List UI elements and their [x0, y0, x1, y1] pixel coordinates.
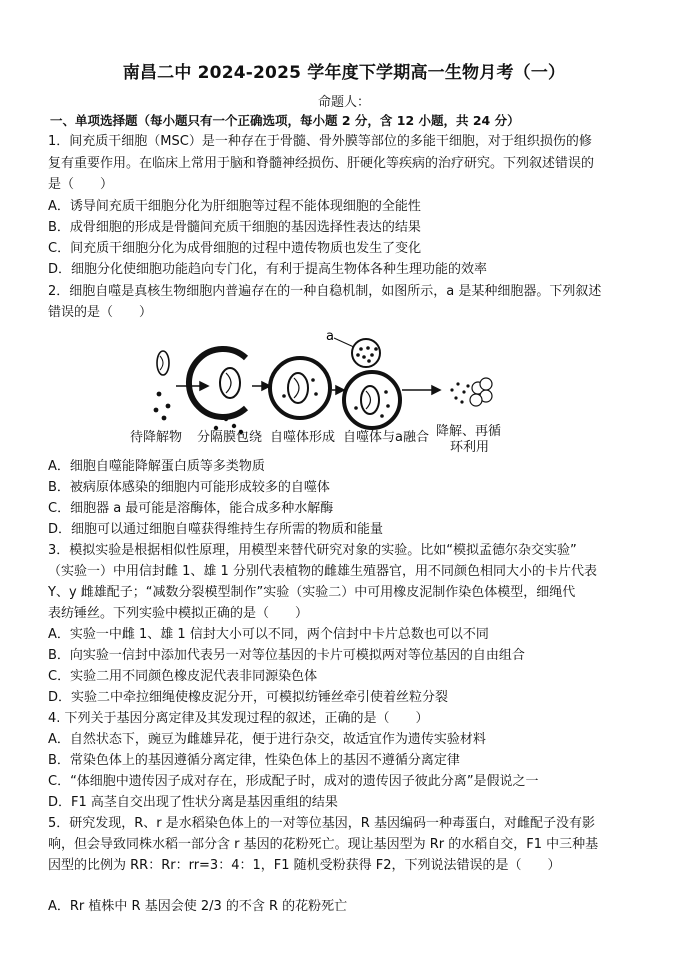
- autophagosome-icon: [270, 358, 330, 418]
- question-2-option-a: A．细胞自噬能降解蛋白质等多类物质: [48, 459, 265, 474]
- target-material-icon: [154, 351, 171, 420]
- question-3-option-d: D．实验二中牵拉细绳使橡皮泥分开，可模拟纺锤丝牵引使着丝粒分裂: [48, 690, 449, 705]
- question-3-line-4: 表纺锤丝。下列实验中模拟正确的是（ ）: [48, 606, 309, 621]
- question-2-line-2: 错误的是（ ）: [48, 305, 153, 320]
- question-3-line-3: Y、y 雌雄配子；“减数分裂模型制作”实验（实验二）中可用橡皮泥制作染色体模型，细绳代: [48, 585, 576, 600]
- section-heading: 一、单项选择题（每小题只有一个正确选项，每小题 2 分，含 12 小题，共 24 分）: [50, 113, 520, 128]
- question-5-line-1: 5．研究发现，R、r 是水稻染色体上的一对等位基因，R 基因编码一种毒蛋白，对雌配子没有影: [48, 816, 595, 831]
- degradation-products-icon: [450, 378, 492, 406]
- question-1-line-1: 1．间充质干细胞（MSC）是一种存在于骨髓、骨外膜等部位的多能干细胞，对于组织损伤的修: [48, 134, 592, 149]
- caption-target-material: 待降解物: [130, 430, 183, 445]
- question-3-option-b: B．向实验一信封中添加代表另一对等位基因的卡片可模拟两对等位基因的自由组合: [48, 648, 525, 663]
- question-5-line-3: 因型的比例为 RR：Rr：rr=3：4：1，F1 随机受粉获得 F2，下列说法错误的是（ ）: [48, 858, 561, 873]
- question-2-line-1: 2．细胞自噬是真核生物细胞内普遍存在的一种自稳机制，如图所示，a 是某种细胞器。下列叙述: [48, 284, 602, 299]
- caption-isolation-membrane: 分隔膜包绕: [197, 430, 263, 445]
- question-1-option-b: B．成骨细胞的形成是骨髓间充质干细胞的基因选择性表达的结果: [48, 220, 421, 235]
- fused-autolysosome-icon: [344, 372, 400, 428]
- isolation-membrane-icon: [189, 349, 246, 434]
- question-2-option-c: C．细胞器 a 最可能是溶酶体，能合成多种水解酶: [48, 501, 334, 516]
- question-5-option-a: A．Rr 植株中 R 基因会使 2/3 的不含 R 的花粉死亡: [48, 899, 348, 914]
- caption-degradation-1: 降解、再循: [436, 424, 502, 439]
- question-1-option-c: C．间充质干细胞分化为成骨细胞的过程中遗传物质也发生了变化: [48, 241, 422, 256]
- exam-title: 南昌二中 2024-2025 学年度下学期高一生物月考（一）: [122, 63, 566, 83]
- question-3-option-a: A．实验一中雌 1、雄 1 信封大小可以不同，两个信封中卡片总数也可以不同: [48, 627, 489, 642]
- question-3-line-1: 3．模拟实验是根据相似性原理，用模型来替代研究对象的实验。比如“模拟孟德尔杂交实验”: [48, 543, 577, 558]
- question-1-option-a: A．诱导间充质干细胞分化为肝细胞等过程不能体现细胞的全能性: [48, 199, 421, 214]
- question-3-option-c: C．实验二用不同颜色橡皮泥代表非同源染色体: [48, 669, 318, 684]
- question-1-line-3: 是（ ）: [48, 177, 114, 192]
- author-label: 命题人：: [317, 95, 370, 110]
- caption-degradation-2: 环利用: [450, 440, 490, 455]
- caption-autophagosome: 自噬体形成: [270, 430, 336, 445]
- question-4-option-a: A．自然状态下，豌豆为雌雄异花，便于进行杂交，故适宜作为遗传实验材料: [48, 732, 486, 747]
- question-1-line-2: 复有重要作用。在临床上常用于脑和脊髓神经损伤、肝硬化等疾病的治疗研究。下列叙述错误的: [48, 156, 595, 171]
- question-5-line-2: 响，但会导致同株水稻一部分含 r 基因的花粉死亡。现让基因型为 Rr 的水稻自交，F1 中三种基: [48, 837, 599, 852]
- question-4-option-d: D．F1 高茎自交出现了性状分离是基因重组的结果: [48, 795, 338, 810]
- question-3-line-2: （实验一）中用信封雌 1、雄 1 分别代表植物的雌雄生殖器官，用不同颜色相同大小的卡片代表: [48, 564, 597, 579]
- question-4-line-1: 4. 下列关于基因分离定律及其发现过程的叙述，正确的是（ ）: [48, 711, 429, 726]
- organelle-a-icon: [326, 329, 380, 367]
- question-1-option-d: D．细胞分化使细胞功能趋向专门化，有利于提高生物体各种生理功能的效率: [48, 262, 488, 277]
- caption-fusion: 自噬体与a融合: [343, 430, 429, 445]
- organelle-a-label: a: [326, 329, 334, 344]
- question-4-option-c: C．“体细胞中遗传因子成对存在，形成配子时，成对的遗传因子彼此分离”是假说之一: [48, 774, 539, 789]
- question-4-option-b: B．常染色体上的基因遵循分离定律，性染色体上的基因不遵循分离定律: [48, 753, 460, 768]
- question-2-option-b: B．被病原体感染的细胞内可能形成较多的自噬体: [48, 480, 330, 495]
- question-2-option-d: D．细胞可以通过细胞自噬获得维持生存所需的物质和能量: [48, 522, 384, 537]
